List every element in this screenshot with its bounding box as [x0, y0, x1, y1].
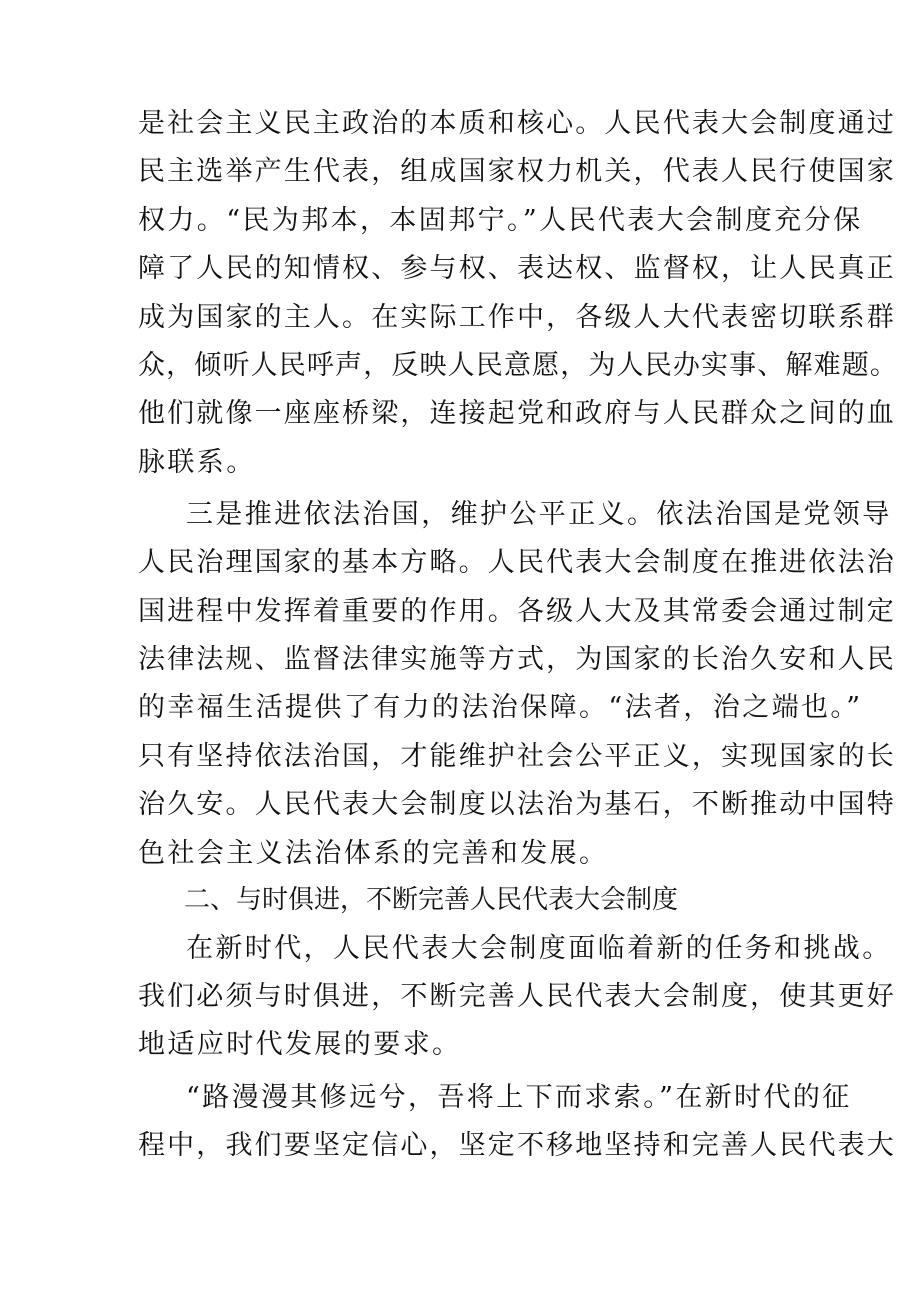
- paragraph-line: 众，倾听人民呼声，反映人民意愿，为人民办实事、解难题。: [138, 350, 899, 381]
- paragraph-line: 国进程中发挥着重要的作用。各级人大及其常委会通过制定: [138, 596, 896, 627]
- paragraph-line: 的幸福生活提供了有力的法治保障。“法者，治之端也。”: [138, 692, 863, 723]
- paragraph-line: 在新时代，人民代表大会制度面临着新的任务和挑战。: [186, 933, 892, 964]
- paragraph-line: 是社会主义民主政治的本质和核心。人民代表大会制度通过: [138, 108, 896, 139]
- paragraph-line: 法律法规、监督法律实施等方式，为国家的长治久安和人民: [138, 644, 896, 675]
- paragraph-line: 我们必须与时俱进，不断完善人民代表大会制度，使其更好: [138, 981, 896, 1012]
- section-heading: 二、与时俱进，不断完善人民代表大会制度: [184, 885, 679, 915]
- paragraph-line: 障了人民的知情权、参与权、表达权、监督权，让人民真正: [138, 253, 896, 284]
- paragraph-line: 他们就像一座座桥梁，连接起党和政府与人民群众之间的血: [138, 398, 896, 429]
- paragraph-line: 脉联系。: [138, 447, 256, 478]
- paragraph-line: 程中，我们要坚定信心，坚定不移地坚持和完善人民代表大: [138, 1130, 896, 1161]
- paragraph-line: 成为国家的主人。在实际工作中，各级人大代表密切联系群: [138, 302, 896, 333]
- paragraph-line: 三是推进依法治国，维护公平正义。依法治国是党领导: [186, 499, 892, 530]
- paragraph-line: 人民治理国家的基本方略。人民代表大会制度在推进依法治: [138, 547, 896, 578]
- paragraph-line: 地适应时代发展的要求。: [138, 1029, 462, 1060]
- paragraph-line: 权力。“民为邦本，本固邦宁。”人民代表大会制度充分保: [138, 205, 863, 236]
- paragraph-line: 只有坚持依法治国，才能维护社会公平正义，实现国家的长: [138, 741, 896, 772]
- paragraph-line: 色社会主义法治体系的完善和发展。: [138, 838, 609, 869]
- paragraph-line: “路漫漫其修远兮，吾将上下而求索。”在新时代的征: [186, 1082, 852, 1113]
- paragraph-line: 治久安。人民代表大会制度以法治为基石，不断推动中国特: [138, 789, 896, 820]
- paragraph-line: 民主选举产生代表，组成国家权力机关，代表人民行使国家: [138, 156, 896, 187]
